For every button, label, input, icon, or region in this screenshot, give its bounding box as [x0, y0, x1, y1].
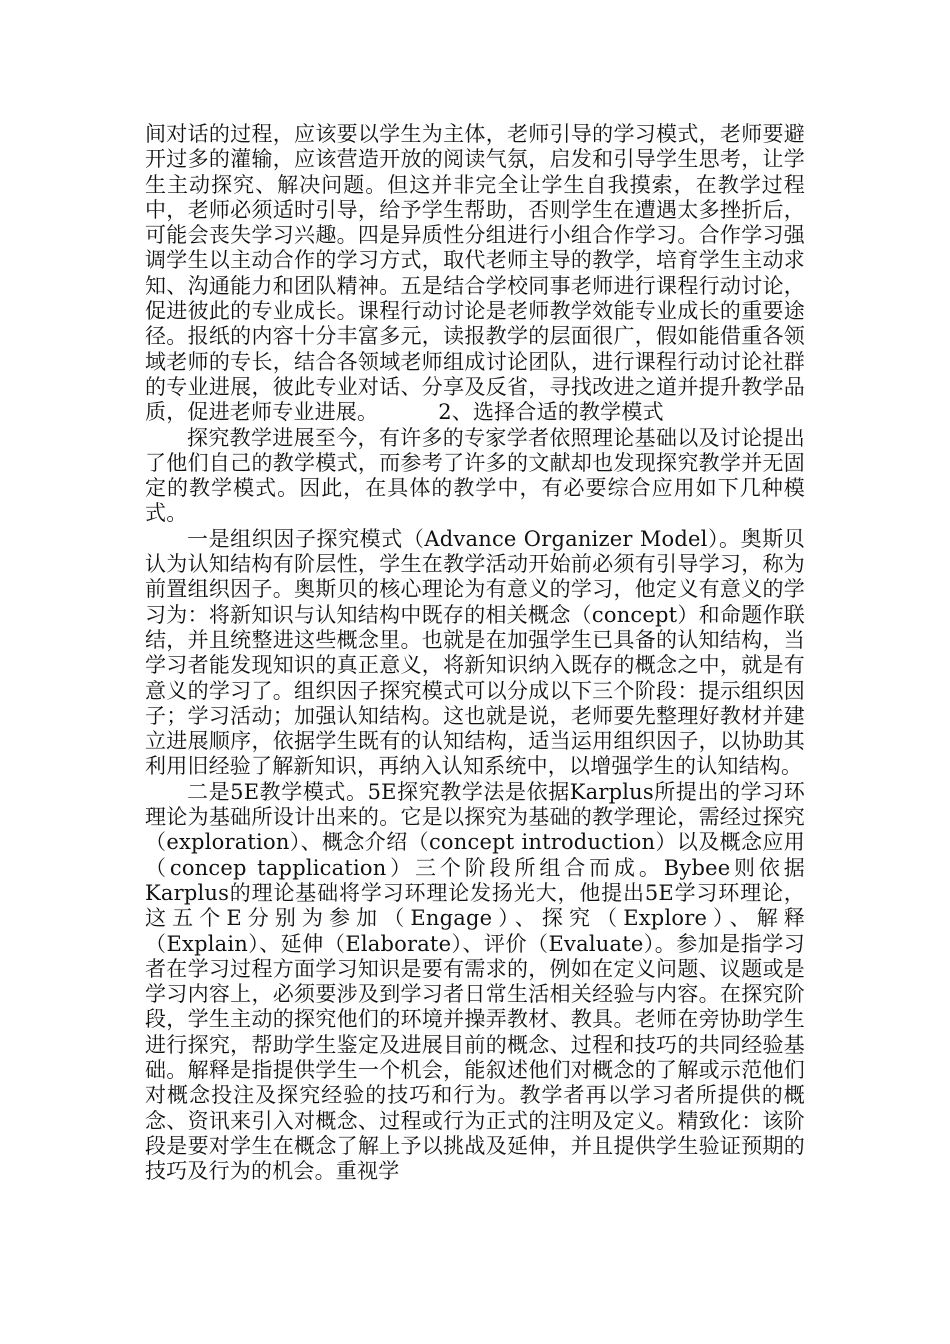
paragraph-text: 间对话的过程，应该要以学生为主体，老师引导的学习模式，老师要避开过多的灌输，应该营造开放的阅读气氛，启发和引导学生思考，让学生主动探究、解决问题。但这并非完全让学生自我摸索，在教学过程中，老师必须适时引导，给予学生帮助，否则学生在遭遇太多挫折后，可能会丧失学习兴趣。四是异质性分组进行小组合作学习。合作学习强调学生以主动合作的学习方式，取代老师主导的教学，培育学生主动求知、沟通能力和团队精神。五是结合学校同事老师进行课程行动讨论，促进彼此的专业成长。课程行动讨论是老师教学效能专业成长的重要途径。报纸的内容十分丰富多元，读报教学的层面很广，假如能借重各领域老师的专长，结合各领域老师组成讨论团队，进行课程行动讨论社群的专业进展，彼此专业对话、分享及反省，寻找改进之道并提升教学品质，促进老师专业进展。 [145, 122, 805, 425]
paragraph-5e-model: 二是5E教学模式。5E探究教学法是依据Karplus所提出的学习环理论为基础所设计出来的。它是以探究为基础的教学理论，需经过探究（exploration）、概念介绍（concept introduction）以及概念应用（concep tapplication）三个阶段所组合而成。Bybee则依据Karplus的理论基础将学习环理论发扬光大，他提出5E学习环理论，这五个E分别为参加（Engage）、探究（Explore）、解释（Explain）、延伸（Elaborate）、评价（Evaluate）。参加是指学习者在学习过程方面学习知识是要有需求的，例如在定义问题、议题或是学习内容上，必须要涉及到学习者日常生活相关经验与内容。在探究阶段，学生主动的探究他们的环境并操弄教材、教具。老师在旁协助学生进行探究，帮助学生鉴定及进展目前的概念、过程和技巧的共同经验基础。解释是指提供学生一个机会，能叙述他们对概念的了解或示范他们对概念投注及探究经验的技巧和行为。教学者再以学习者所提供的概念、资讯来引入对概念、过程或行为正式的注明及定义。精致化：该阶段是要对学生在概念了解上予以挑战及延伸，并且提供学生验证预期的技巧及行为的机会。重视学 [145, 779, 805, 1184]
document-body [145, 122, 805, 1184]
section-heading: 2、选择合适的教学模式 [438, 400, 664, 425]
paragraph-organizer-model: 一是组织因子探究模式（Advance Organizer Model）。奥斯贝认为认知结构有阶层性，学生在教学活动开始前必须有引导学习，称为前置组织因子。奥斯贝的核心理论为有意义的学习，他定义有意义的学习为：将新知识与认知结构中既存的相关概念（concept）和命题作联结，并且统整进这些概念里。也就是在加强学生已具备的认知结构，当学习者能发现知识的真正意义，将新知识纳入既存的概念之中，就是有意义的学习了。组织因子探究模式可以分成以下三个阶段：提示组织因子；学习活动；加强认知结构。这也就是说，老师要先整理好教材并建立进展顺序，依据学生既有的认知结构，适当运用组织因子，以协助其利用旧经验了解新知识，再纳入认知系统中，以增强学生的认知结构。 [145, 526, 805, 779]
paragraph-inquiry-intro: 探究教学进展至今，有许多的专家学者依照理论基础以及讨论提出了他们自己的教学模式，而参考了许多的文献却也发现探究教学并无固定的教学模式。因此，在具体的教学中，有必要综合应用如下几种模式。 [145, 425, 805, 526]
paragraph-continuation [145, 122, 805, 426]
